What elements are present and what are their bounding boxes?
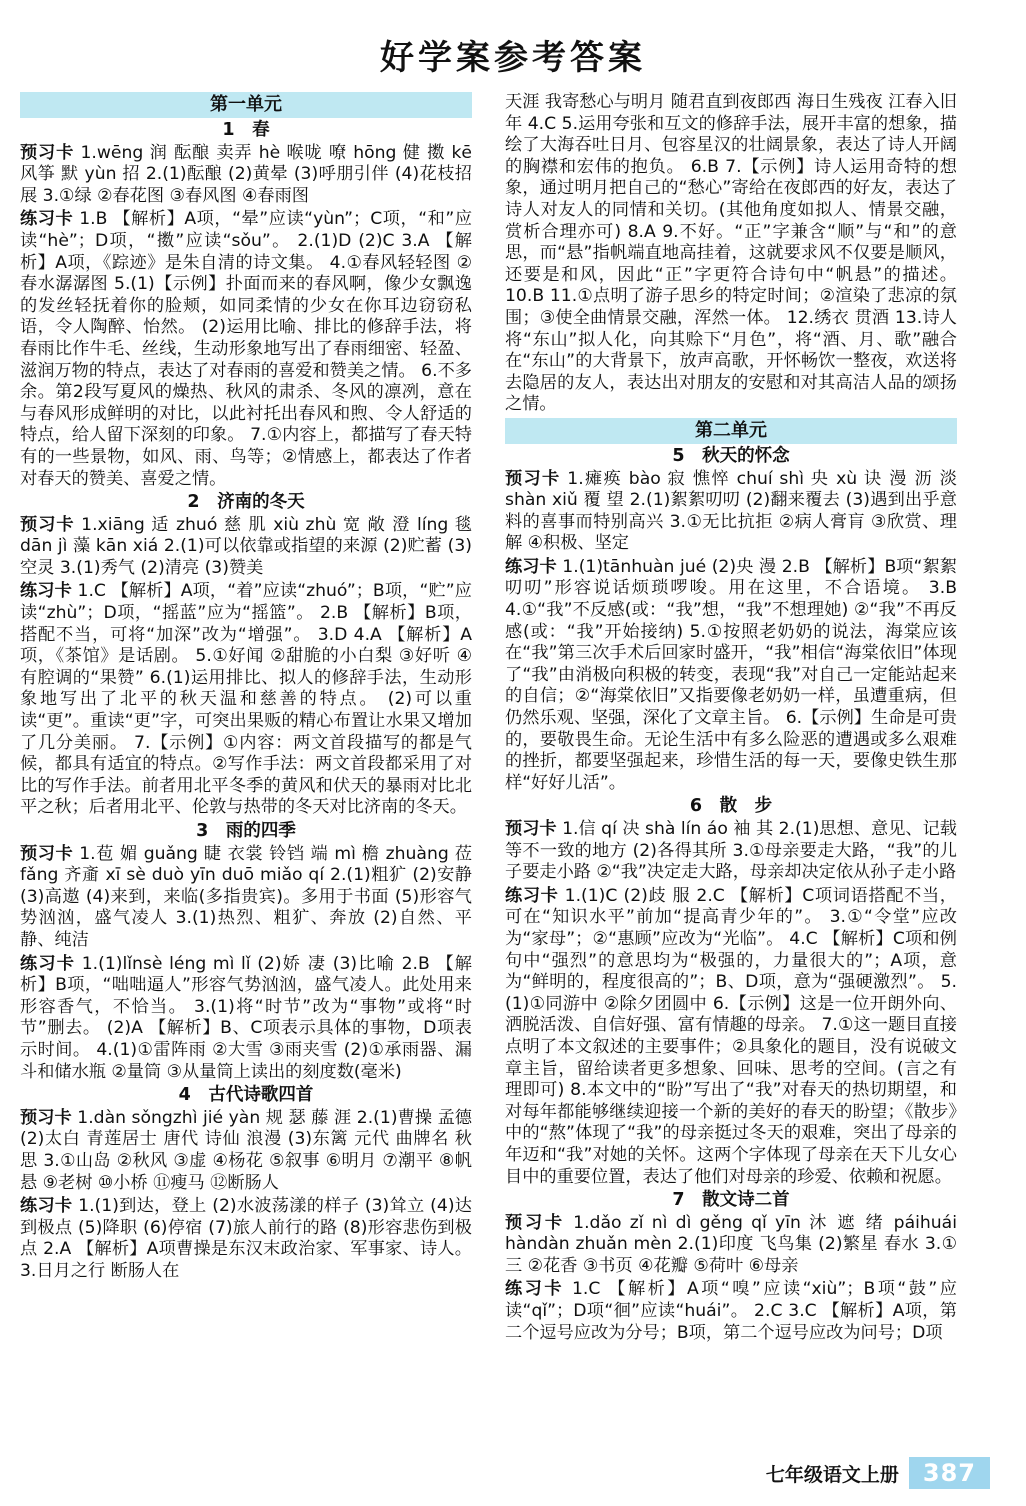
answer-block: [505, 819, 957, 884]
lesson-heading: 3 雨的四季: [196, 821, 296, 841]
section-tag: 预习卡: [20, 142, 75, 163]
answer-text: 1.(1)lǐnsè léng mì lǐ (2)娇 凄 (3)比喻 2.B 【解析】B项，“咄咄逼人”形容气势汹汹，盛气凌人。此处用来形容香气，不恰当。 3.(1)将“时节”改为“事物”或将“时节”删去。 (2)A 【解析】B、C项表示具体的事物，D项表示时间。 4.(1)①雷阵雨 ②大雪 ③雨夹雪 (2)①承雨器、漏斗和储水瓶 ②量筒 ③从量筒上读出的刻度数(毫米): [20, 953, 472, 1082]
section-tag: 练习卡: [505, 556, 557, 577]
answer-text: 1.(1)C (2)歧 服 2.C 【解析】C项词语搭配不当，可在“知识水平”前加“提高青少年的”。 3.①“令堂”应改为“家母”；②“惠顾”应改为“光临”。 4.C 【解析】C项和例句中“强烈”的意思均为“极强的，力量很大的”；A项，意为“鲜明的，程度很高的”；B、D项，意为“强硬激烈”。 5.(1)①同游中 ②除夕团圆中 6.【示例】这是一位开朗外向、洒脱活泼、自信好强、富有情趣的母亲。 7.①这一题目直接点明了本文叙述的主要事件；②具象化的题目，没有说破文章主旨，留给读者更多想象、回味、思考的空间。(言之有理即可) 8.本文中的“盼”写出了“我”对春天的热切期望，和对每年都能够继续迎接一个新的美好的春天的盼望；《散步》中的“熬”体现了“我”的母亲挺过冬天的艰难，突出了母亲的年迈和“我”对她的关怀。这两个字体现了母亲在天下儿女心目中的重要位置，表达了他们对母亲的珍爱、依赖和祝愿。: [505, 885, 957, 1187]
section-tag: 预习卡: [505, 819, 557, 839]
answer-block: [505, 92, 957, 416]
section-tag: 练习卡: [20, 209, 74, 230]
answer-block: [505, 557, 957, 795]
section-tag: 练习卡: [20, 1196, 73, 1217]
section-tag: 预习卡: [505, 1212, 565, 1233]
section-tag: 练习卡: [20, 953, 76, 974]
section-tag: 预习卡: [20, 1107, 72, 1128]
lesson-heading: 5 秋天的怀念: [672, 445, 790, 466]
answer-block: [20, 954, 472, 1084]
answer-text: 1.xiāng 适 zhuó 慈 肌 xiù zhù 宽 敞 澄 líng 毯 dān jì 藻 kān xiá 2.(1)可以依靠或指望的来源 (2)贮蓄 (3)空灵 3.(1)秀气 (2)清亮 (3)赞美: [20, 514, 472, 578]
answer-text: 1.dǎo zǐ nì dì gěng qǐ yīn 沐 遮 绪 páihuái hàndàn zhuǎn mèn 2.(1)印度 飞鸟集 (2)繁星 春水 3.①三 ②花香 ③书页 ④花瓣 ⑤荷叶 ⑥母亲: [505, 1212, 957, 1276]
lesson-heading: 7 散文诗二首: [672, 1190, 790, 1211]
section-tag: 预习卡: [505, 468, 561, 489]
page-number: 387: [909, 1457, 990, 1489]
answer-text: 1.(1)到达，登上 (2)水波荡漾的样子 (3)耸立 (4)达到极点 (5)降职 (6)停宿 (7)旅人前行的路 (8)形容悲伤到极点 2.A 【解析】A项曹操是东汉末政治家、军事家、诗人。 3.日月之行 断肠人在: [20, 1196, 472, 1281]
answer-text: 天涯 我寄愁心与明月 随君直到夜郎西 海日生残夜 江春入旧年 4.C 5.运用夸张和互文的修辞手法，展开丰富的想象，描绘了大海吞吐日月、包容星汉的壮阔景象，表达了诗人开阔的胸襟和宏伟的抱负。 6.B 7.【示例】诗人运用奇特的想象，通过明月把自己的“愁心”寄给在夜郎西的好友，表达了诗人对友人的同情和关切。(其他角度如拟人、情景交融，赏析合理亦可) 8.A 9.不好。“正”字兼含“顺”与“和”的意思，而“悬”指帆端直地高挂着，这就要求风不仅要是顺风，还要是和风，因此“正”字更符合诗句中“帆悬”的描述。 10.B 11.①点明了游子思乡的特定时间；②渲染了悲凉的氛围；③使全曲情景交融，浑然一体。 12.绣衣 贯酒 13.诗人将“东山”拟人化，向其赊下“月色”，将“酒、月、歌”融合在“东山”的大背景下，放声高歌，开怀畅饮一整夜，欢送将去隐居的友人，表达出对朋友的安慰和对其高洁人品的颂扬之情。: [505, 92, 957, 415]
right-column: [505, 92, 957, 1346]
answer-block: [20, 581, 472, 819]
answer-text: 1.C 【解析】A项“嗅”应读“xiù”；B项“鼓”应读“qǐ”；D项“徊”应读“huái”。 2.C 3.C 【解析】A项，第二个逗号应改为分号；B项，第二个逗号应改为问号；D项: [505, 1279, 957, 1343]
answer-block: [505, 1279, 957, 1344]
page-title: 好学案参考答案: [380, 38, 646, 78]
page-footer: [766, 1456, 990, 1490]
answer-text: 1.(1)tānhuàn jué (2)央 漫 2.B 【解析】B项“絮絮叨叨”形容说话烦琐啰唆。用在这里，不合语境。 3.B 4.①“我”不反感(或：“我”想，“我”不想理她) ②“我”不再反感(或：“我”开始接纳) 5.①按照老奶奶的说法，海棠应该在“我”第三次手术后回家时盛开，“我”相信“海棠依旧”体现了“我”由消极向积极的转变，表现“我”对自己一定能站起来的自信；②“海棠依旧”又指要像老奶奶一样，虽遭重病，但仍然乐观、坚强，深化了文章主旨。 6.【示例】生命是可贵的，要敬畏生命。无论生活中有多么险恶的遭遇或多么艰难的挫折，都要坚强起来，珍惜生活的每一天，要像史铁生那样“好好儿活”。: [505, 556, 957, 793]
answer-block: [505, 886, 957, 1188]
lesson-heading: 4 古代诗歌四首: [178, 1085, 314, 1106]
answer-text: 1.dàn sǒngzhì jié yàn 规 瑟 藤 涯 2.(1)曹操 孟德 (2)太白 青莲居士 唐代 诗仙 浪漫 (3)东篱 元代 曲牌名 秋思 3.①山岛 ②秋风 ③虚 ④杨花 ⑤叙事 ⑥明月 ⑦潮平 ⑧帆悬 ⑨老树 ⑩小桥 ⑪瘦马 ⑫断肠人: [20, 1107, 472, 1193]
answer-block: [505, 1213, 957, 1278]
answer-block: [20, 209, 472, 490]
unit-heading: 第一单元: [20, 92, 472, 118]
section-tag: 练习卡: [505, 1279, 564, 1300]
answer-text: 1.瘫痪 bào 寂 憔悴 chuí shì 央 xù 诀 漫 沥 淡 shàn xiǔ 覆 望 2.(1)絮絮叨叨 (2)翻来覆去 (3)遇到出乎意料的喜事而特别高兴 3.①无比抗拒 ②病人膏肓 ③欣赏、理解 ④积极、坚定: [505, 468, 957, 554]
section-tag: 练习卡: [505, 885, 559, 906]
answer-block: [20, 1108, 472, 1194]
answer-block: [20, 844, 472, 952]
answer-block: [20, 143, 472, 208]
answer-text: 1.wēng 润 酝酿 卖弄 hè 喉咙 嘹 hōng 健 擞 kē 风筝 默 yùn 招 2.(1)酝酿 (2)黄晕 (3)呼朋引伴 (4)花枝招展 3.①绿 ②春花图 ③春风图 ④春雨图: [20, 142, 472, 206]
answer-text: 1.C 【解析】A项，“着”应读“zhuó”；B项，“贮”应读“zhù”；D项，“摇蓝”应为“摇篮”。 2.B 【解析】B项，搭配不当，可将“加深”改为“增强”。 3.D 4.A 【解析】A项，《茶馆》是话剧。 5.①好闻 ②甜脆的小白梨 ③好听 ④有腔调的“果赞” 6.(1)运用排比、拟人的修辞手法，生动形象地写出了北平的秋天温和慈善的特点。 (2)可以重读“更”。重读“更”字，可突出果贩的精心布置让水果又增加了几分美丽。 7.【示例】①内容：两文首段描写的都是气候，都具有适宜的特点。②写作手法：两文首段都采用了对比的写作手法。前者用北平冬季的黄风和伏天的暴雨对比北平之秋；后者用北平、伦敦与热带的冬天对比济南的冬天。: [20, 581, 472, 818]
lesson-heading: 1 春: [222, 120, 270, 140]
book-label: 七年级语文上册: [765, 1463, 899, 1486]
left-column: [20, 92, 472, 1284]
section-tag: 预习卡: [20, 514, 75, 535]
answer-block: [505, 469, 957, 555]
section-tag: 练习卡: [20, 581, 72, 602]
lesson-heading: 2 济南的冬天: [187, 492, 305, 513]
unit-heading: 第二单元: [505, 418, 957, 444]
section-tag: 预习卡: [20, 843, 74, 864]
answer-text: 1.信 qí 决 shà lín áo 袖 其 2.(1)思想、意见、记载等不一致的地方 (2)各得其所 3.①母亲要走大路，“我”的儿子要走小路 ②“我”决定走大路，母亲却决定依从孙子走小路: [505, 819, 957, 883]
answer-text: 1.苞 媚 guǎng 睫 衣裳 铃铛 端 mì 檐 zhuàng 莅 fǎng 齐齑 xī sè duò yīn duō miǎo qí 2.(1)粗犷 (2)安静 (3)高遨 (4)来到，来临(多指贵宾)。多用于书面 (5)形容气势汹汹，盛气凌人 3.(1)热烈、粗犷、奔放 (2)自然、平静、纯洁: [20, 843, 472, 950]
lesson-heading: 6 散 步: [689, 796, 773, 817]
answer-block: [20, 1196, 472, 1282]
answer-block: [20, 515, 472, 580]
answer-text: 1.B 【解析】A项，“晕”应读“yùn”；C项，“和”应读“hè”；D项，“擞”应读“sǒu”。 2.(1)D (2)C 3.A 【解析】A项，《踪迹》是朱自清的诗文集。 4.①春风轻轻图 ②春水潺潺图 5.(1)【示例】扑面而来的春风啊，像少女飘逸的发丝轻抚着你的脸颊，如同柔情的少女在你耳边窃窃私语，令人陶醉、怡然。 (2)运用比喻、排比的修辞手法，将春雨比作牛毛、丝线，生动形象地写出了春雨细密、轻盈、滋润万物的特点，表达了对春雨的喜爱和赞美之情。 6.不多余。第2段写夏风的燥热、秋风的肃杀、冬风的凛冽，意在与春风形成鲜明的对比，以此衬托出春风和煦、令人舒适的特点，给人留下深刻的印象。 7.①内容上，都描写了春天特有的一些景物，如风、雨、鸟等；②情感上，都表达了作者对春天的赞美、喜爱之情。: [20, 209, 473, 489]
